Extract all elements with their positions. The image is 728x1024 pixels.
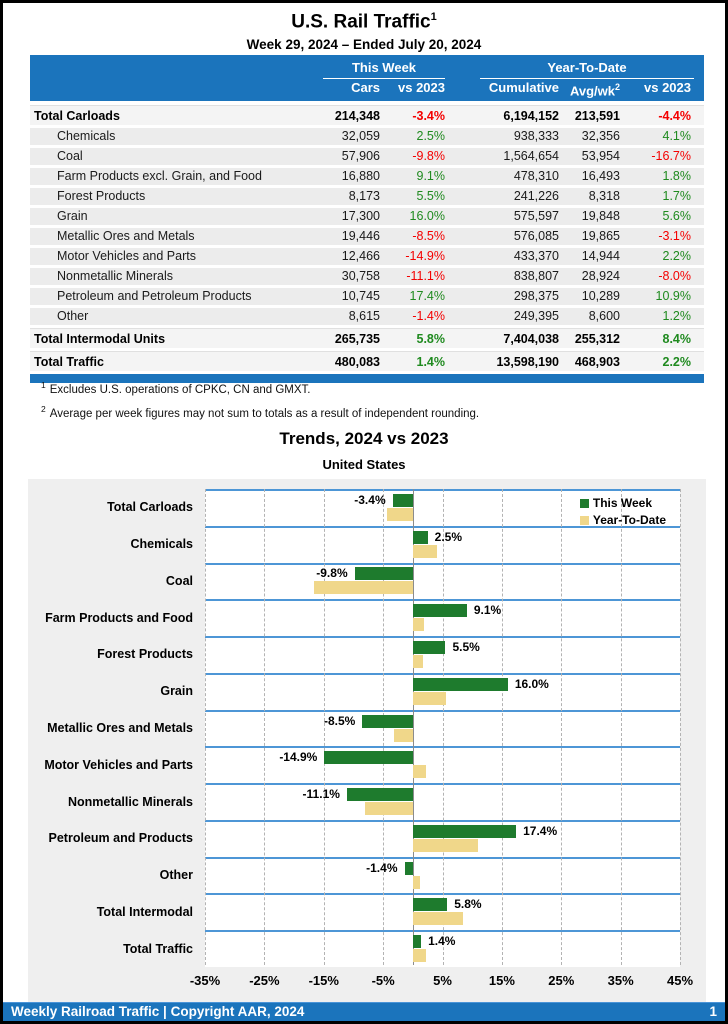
chart-gridline: [264, 489, 265, 965]
chart-x-axis-labels: [189, 973, 694, 993]
chart-legend: [580, 496, 666, 530]
cell-cumulative: 6,194,152: [503, 109, 559, 123]
cell-cumulative: 7,404,038: [503, 332, 559, 346]
bar-year-to-date: [413, 949, 426, 962]
bar-data-label: 16.0%: [514, 676, 549, 691]
cell-cumulative: 575,597: [513, 209, 559, 223]
table-body: [30, 105, 704, 371]
cell-week-vs-2023: 1.4%: [416, 355, 445, 369]
row-label: Motor Vehicles and Parts: [57, 249, 196, 263]
bar-data-label: -8.5%: [323, 713, 356, 728]
bar-data-label: -1.4%: [366, 860, 398, 875]
bar-year-to-date: [413, 655, 423, 668]
x-axis-tick-label: 5%: [433, 973, 452, 988]
x-axis-tick-label: 35%: [607, 973, 634, 988]
row-label: Total Traffic: [34, 355, 104, 369]
bar-year-to-date: [365, 802, 413, 815]
chart-gridline: [621, 489, 622, 965]
legend-item: [580, 513, 666, 527]
col-header-week-vs-2023: vs 2023: [398, 80, 445, 95]
footnote-line: $^2$ Average per week figures may not sum to totals as a result of independent rounding.: [41, 403, 480, 420]
cell-week-vs-2023: 16.0%: [409, 209, 445, 223]
table-row: [30, 351, 704, 371]
chart-category-label: Total Intermodal: [96, 904, 193, 919]
group-header-year-to-date: Year-To-Date: [480, 58, 694, 79]
cell-cars: 265,735: [334, 332, 380, 346]
cell-cars: 57,906: [341, 149, 380, 163]
bar-data-label: 5.5%: [452, 639, 480, 654]
bar-year-to-date: [394, 729, 412, 742]
cell-avg-wk: 32,356: [581, 129, 620, 143]
cell-week-vs-2023: 9.1%: [416, 169, 445, 183]
cell-week-vs-2023: 17.4%: [409, 289, 445, 303]
footer-text: Weekly Railroad Traffic | Copyright AAR, 2024: [11, 1004, 305, 1019]
x-axis-tick-label: 45%: [666, 973, 694, 988]
chart-title: Trends, 2024 vs 2023: [279, 429, 449, 448]
table-row: [30, 248, 704, 265]
cell-cumulative: 433,370: [513, 249, 559, 263]
legend-label: Year-To-Date: [592, 513, 666, 527]
cell-cumulative: 478,310: [513, 169, 559, 183]
bar-year-to-date: [314, 581, 413, 594]
cell-cumulative: 249,395: [513, 309, 559, 323]
cell-avg-wk: 8,600: [588, 309, 620, 323]
chart-category-label: Petroleum and Products: [48, 831, 193, 846]
cell-cars: 480,083: [334, 355, 380, 369]
bar-data-label: -9.8%: [316, 566, 348, 581]
bar-year-to-date: [413, 876, 420, 889]
cell-cars: 10,745: [341, 289, 380, 303]
cell-ytd-vs-2023: 1.8%: [662, 169, 691, 183]
cell-week-vs-2023: -14.9%: [405, 249, 445, 263]
cell-week-vs-2023: -9.8%: [412, 149, 445, 163]
table-row: [30, 168, 704, 185]
row-label: Total Carloads: [34, 109, 120, 123]
legend-item: [580, 496, 666, 510]
cell-ytd-vs-2023: 2.2%: [662, 355, 691, 369]
footnote-marker: 2: [41, 403, 46, 414]
bar-this-week: [413, 604, 467, 617]
row-label: Forest Products: [57, 189, 146, 203]
cell-cars: 8,615: [348, 309, 380, 323]
cell-week-vs-2023: 2.5%: [416, 129, 445, 143]
row-label: Total Intermodal Units: [34, 332, 166, 346]
cell-cumulative: 576,085: [513, 229, 559, 243]
cell-ytd-vs-2023: 5.6%: [662, 209, 691, 223]
col-header-cars: Cars: [351, 80, 380, 95]
chart-subtitle: United States: [322, 457, 406, 472]
cell-cars: 16,880: [341, 169, 380, 183]
cell-cars: 32,059: [341, 129, 380, 143]
x-axis-tick-label: -5%: [371, 973, 395, 988]
chart-category-label: Coal: [165, 573, 193, 588]
cell-avg-wk: 255,312: [574, 332, 620, 346]
group-header-this-week: This Week: [323, 58, 445, 79]
cell-week-vs-2023: 5.5%: [416, 189, 445, 203]
bar-this-week: [324, 751, 412, 764]
cell-avg-wk: 16,493: [581, 169, 620, 183]
x-axis-tick-label: 25%: [548, 973, 575, 988]
chart-category-label: Chemicals: [130, 537, 193, 552]
bar-this-week: [413, 935, 421, 948]
table-row: [30, 268, 704, 285]
title-footnote-marker: 1: [430, 11, 437, 23]
row-label: Metallic Ores and Metals: [57, 229, 195, 243]
cell-avg-wk: 28,924: [581, 269, 620, 283]
table-row: [30, 105, 704, 125]
page-subtitle: Week 29, 2024 – Ended July 20, 2024: [246, 37, 482, 53]
cell-cumulative: 13,598,190: [496, 355, 559, 369]
table-row: [30, 308, 704, 325]
chart-plot-area: [205, 489, 680, 967]
cell-ytd-vs-2023: 4.1%: [662, 129, 691, 143]
cell-ytd-vs-2023: -8.0%: [658, 269, 691, 283]
footnote-line: $^1$ Excludes U.S. operations of CPKC, CN and GMXT.: [41, 380, 311, 396]
x-axis-tick-label: -25%: [249, 973, 280, 988]
bar-data-label: 9.1%: [473, 603, 502, 618]
bar-data-label: -14.9%: [279, 750, 318, 765]
bar-year-to-date: [413, 765, 426, 778]
col-header-avg-wk: Avg/$wk^2$: [569, 82, 620, 99]
bar-data-label: -11.1%: [302, 787, 340, 802]
table-row: [30, 188, 704, 205]
chart-category-label: Grain: [160, 684, 193, 699]
cell-week-vs-2023: -1.4%: [412, 309, 445, 323]
footnotes: [41, 380, 479, 428]
chart-category-label: Farm Products and Food: [45, 610, 193, 625]
cell-ytd-vs-2023: 1.7%: [662, 189, 691, 203]
cell-cars: 8,173: [348, 189, 380, 203]
bar-year-to-date: [413, 618, 424, 631]
table-row: [30, 328, 704, 348]
cell-cars: 30,758: [341, 269, 380, 283]
bar-data-label: -3.4%: [354, 492, 386, 507]
row-label: Other: [57, 309, 89, 323]
bar-this-week: [355, 567, 413, 580]
bar-this-week: [413, 641, 446, 654]
cell-cumulative: 298,375: [513, 289, 559, 303]
table-header: [30, 55, 704, 101]
cell-ytd-vs-2023: 10.9%: [655, 289, 691, 303]
table-row: [30, 208, 704, 225]
cell-avg-wk: 19,865: [581, 229, 620, 243]
bar-data-label: 5.8%: [454, 897, 482, 912]
table-row: [30, 128, 704, 145]
row-label: Chemicals: [57, 129, 116, 143]
bar-year-to-date: [413, 912, 463, 925]
cell-cars: 214,348: [334, 109, 380, 123]
cell-avg-wk: 213,591: [574, 109, 620, 123]
row-label: Coal: [57, 149, 83, 163]
page-title-text: U.S. Rail Traffic: [291, 11, 431, 33]
bar-year-to-date: [387, 508, 413, 521]
bar-data-label: 1.4%: [428, 934, 456, 949]
bar-year-to-date: [413, 839, 478, 852]
legend-swatch-year-to-date: [580, 516, 589, 525]
col-header-ytd-vs-2023: vs 2023: [644, 80, 691, 95]
cell-ytd-vs-2023: -3.1%: [658, 229, 691, 243]
bar-year-to-date: [413, 545, 437, 558]
cell-cars: 12,466: [341, 249, 380, 263]
chart-gridline: [561, 489, 562, 965]
bar-this-week: [413, 678, 508, 691]
cell-cars: 19,446: [341, 229, 380, 243]
chart-category-label: Metallic Ores and Metals: [47, 720, 193, 735]
x-axis-tick-label: 15%: [488, 973, 515, 988]
chart-category-label: Total Traffic: [123, 941, 193, 956]
row-label: Farm Products excl. Grain, and Food: [57, 169, 262, 183]
cell-week-vs-2023: -3.4%: [412, 109, 445, 123]
trends-bar-chart: [28, 479, 706, 1003]
title-block: [3, 11, 725, 52]
bar-this-week: [393, 494, 413, 507]
col-header-cumulative: Cumulative: [488, 80, 559, 95]
row-label: Nonmetallic Minerals: [57, 269, 174, 283]
x-axis-tick-label: -35%: [189, 973, 221, 988]
bar-this-week: [347, 788, 413, 801]
footer-page-number: 1: [709, 1004, 717, 1019]
bar-data-label: 17.4%: [523, 823, 558, 838]
legend-swatch-this-week: [580, 499, 589, 508]
table-row: [30, 288, 704, 305]
cell-cumulative: 241,226: [513, 189, 559, 203]
chart-category-labels: [28, 489, 193, 967]
chart-zero-line: [413, 489, 414, 965]
bar-this-week: [413, 531, 428, 544]
cell-ytd-vs-2023: 2.2%: [662, 249, 691, 263]
chart-category-label: Nonmetallic Minerals: [67, 794, 193, 809]
bar-this-week: [413, 825, 516, 838]
cell-cumulative: 938,333: [513, 129, 559, 143]
bar-year-to-date: [413, 692, 446, 705]
cell-week-vs-2023: 5.8%: [416, 332, 445, 346]
chart-category-label: Motor Vehicles and Parts: [44, 757, 193, 772]
page-title: [3, 11, 725, 33]
rail-traffic-table: [30, 55, 704, 383]
cell-ytd-vs-2023: 8.4%: [662, 332, 691, 346]
x-axis-tick-label: -15%: [308, 973, 339, 988]
cell-avg-wk: 19,848: [581, 209, 620, 223]
cell-ytd-vs-2023: 1.2%: [662, 309, 691, 323]
row-label: Petroleum and Petroleum Products: [57, 289, 252, 303]
table-row: [30, 228, 704, 245]
cell-ytd-vs-2023: -16.7%: [651, 149, 691, 163]
row-label: Grain: [57, 209, 88, 223]
chart-category-label: Total Carloads: [107, 500, 193, 515]
cell-ytd-vs-2023: -4.4%: [658, 109, 691, 123]
cell-avg-wk: 8,318: [588, 189, 620, 203]
cell-avg-wk: 53,954: [581, 149, 620, 163]
bar-this-week: [413, 898, 447, 911]
table-row: [30, 148, 704, 165]
bar-data-label: 2.5%: [434, 529, 463, 544]
chart-gridline: [443, 489, 444, 965]
bar-this-week: [362, 715, 412, 728]
cell-avg-wk: 468,903: [574, 355, 620, 369]
chart-category-label: Forest Products: [97, 647, 193, 662]
cell-avg-wk: 14,944: [581, 249, 620, 263]
cell-cumulative: 838,807: [513, 269, 559, 283]
cell-cumulative: 1,564,654: [503, 149, 559, 163]
footnote-marker: 1: [41, 380, 46, 390]
legend-label: This Week: [592, 496, 652, 510]
cell-avg-wk: 10,289: [581, 289, 620, 303]
cell-cars: 17,300: [341, 209, 380, 223]
chart-gridline: [680, 489, 681, 965]
cell-week-vs-2023: -8.5%: [412, 229, 445, 243]
chart-category-label: Other: [159, 868, 193, 883]
cell-week-vs-2023: -11.1%: [406, 269, 445, 283]
chart-gridline: [502, 489, 503, 965]
bar-this-week: [405, 862, 413, 875]
chart-gridline: [205, 489, 206, 965]
footer-bar: [3, 1002, 725, 1021]
